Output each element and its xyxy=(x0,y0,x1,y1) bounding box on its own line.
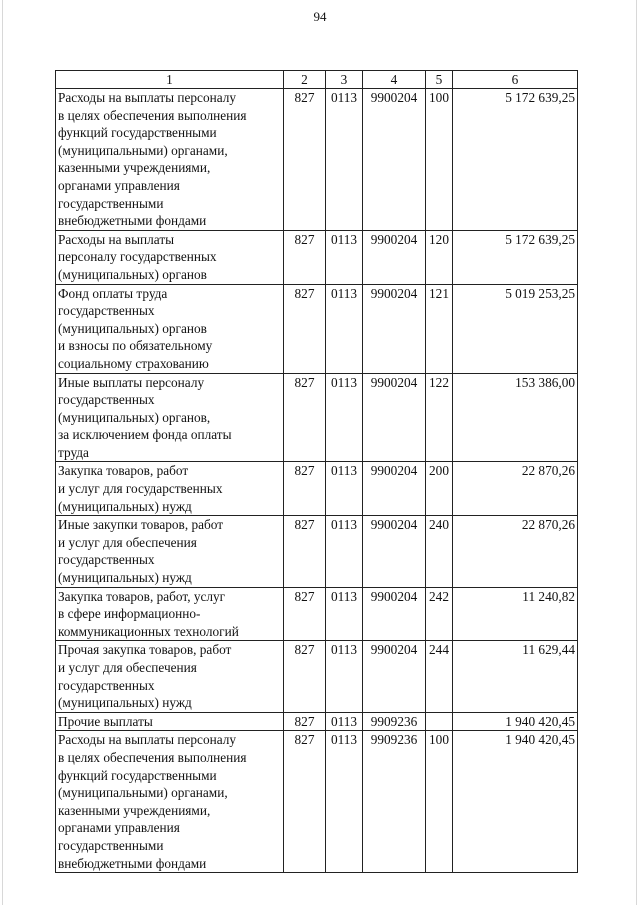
target-article-code: 9900204 xyxy=(363,641,426,712)
amount: 11 240,82 xyxy=(453,587,578,641)
column-header-2: 2 xyxy=(284,71,326,89)
target-article-code: 9900204 xyxy=(363,284,426,373)
expense-name: Прочие выплаты xyxy=(56,712,284,731)
department-code: 827 xyxy=(284,373,326,462)
table-row xyxy=(56,712,578,731)
column-header-6: 6 xyxy=(453,71,578,89)
department-code: 827 xyxy=(284,731,326,873)
section-code: 0113 xyxy=(326,373,363,462)
expense-name: Закупка товаров, работ и услуг для государственных (муниципальных) нужд xyxy=(56,462,284,516)
page-number: 94 xyxy=(313,9,327,24)
expense-type-code: 200 xyxy=(426,462,453,516)
expense-name: Расходы на выплаты персоналу в целях обеспечения выполнения функций государственными (муниципальными) органами, казенными учреждениями, органами управления государственными внебюджетными фондами xyxy=(56,89,284,231)
budget-table xyxy=(55,70,578,873)
expense-type-code: 122 xyxy=(426,373,453,462)
target-article-code: 9909236 xyxy=(363,712,426,731)
amount: 153 386,00 xyxy=(453,373,578,462)
amount: 22 870,26 xyxy=(453,462,578,516)
department-code: 827 xyxy=(284,587,326,641)
right-scan-edge xyxy=(636,0,637,905)
department-code: 827 xyxy=(284,284,326,373)
amount: 5 172 639,25 xyxy=(453,89,578,231)
table-row xyxy=(56,284,578,373)
table-row xyxy=(56,462,578,516)
expense-type-code: 100 xyxy=(426,731,453,873)
target-article-code: 9900204 xyxy=(363,89,426,231)
table-header-row xyxy=(56,71,578,89)
column-header-3: 3 xyxy=(326,71,363,89)
expense-type-code: 242 xyxy=(426,587,453,641)
expense-type-code: 120 xyxy=(426,230,453,284)
table-row xyxy=(56,230,578,284)
section-code: 0113 xyxy=(326,641,363,712)
table-row xyxy=(56,731,578,873)
amount: 22 870,26 xyxy=(453,516,578,587)
amount: 5 019 253,25 xyxy=(453,284,578,373)
section-code: 0113 xyxy=(326,230,363,284)
expense-type-code: 240 xyxy=(426,516,453,587)
column-header-5: 5 xyxy=(426,71,453,89)
left-scan-edge xyxy=(2,0,3,905)
expense-name: Закупка товаров, работ, услуг в сфере информационно- коммуникационных технологий xyxy=(56,587,284,641)
table-row xyxy=(56,373,578,462)
expense-name: Иные выплаты персоналу государственных (муниципальных) органов, за исключением фонда оплаты труда xyxy=(56,373,284,462)
section-code: 0113 xyxy=(326,89,363,231)
section-code: 0113 xyxy=(326,712,363,731)
section-code: 0113 xyxy=(326,731,363,873)
expense-name: Расходы на выплаты персоналу государственных (муниципальных) органов xyxy=(56,230,284,284)
department-code: 827 xyxy=(284,516,326,587)
expense-type-code: 100 xyxy=(426,89,453,231)
column-header-4: 4 xyxy=(363,71,426,89)
table-row xyxy=(56,587,578,641)
section-code: 0113 xyxy=(326,587,363,641)
table-row xyxy=(56,516,578,587)
expense-type-code xyxy=(426,712,453,731)
expense-name: Иные закупки товаров, работ и услуг для обеспечения государственных (муниципальных) нужд xyxy=(56,516,284,587)
target-article-code: 9900204 xyxy=(363,373,426,462)
table-row xyxy=(56,89,578,231)
target-article-code: 9909236 xyxy=(363,731,426,873)
amount: 5 172 639,25 xyxy=(453,230,578,284)
department-code: 827 xyxy=(284,89,326,231)
target-article-code: 9900204 xyxy=(363,587,426,641)
expense-name: Расходы на выплаты персоналу в целях обеспечения выполнения функций государственными (муниципальными) органами, казенными учреждениями, органами управления государственными внебюджетными фондами xyxy=(56,731,284,873)
expense-name: Фонд оплаты труда государственных (муниципальных) органов и взносы по обязательному социальному страхованию xyxy=(56,284,284,373)
target-article-code: 9900204 xyxy=(363,230,426,284)
expense-type-code: 121 xyxy=(426,284,453,373)
section-code: 0113 xyxy=(326,516,363,587)
department-code: 827 xyxy=(284,712,326,731)
expense-name: Прочая закупка товаров, работ и услуг для обеспечения государственных (муниципальных) нужд xyxy=(56,641,284,712)
section-code: 0113 xyxy=(326,284,363,373)
target-article-code: 9900204 xyxy=(363,462,426,516)
department-code: 827 xyxy=(284,462,326,516)
amount: 11 629,44 xyxy=(453,641,578,712)
table-row xyxy=(56,641,578,712)
section-code: 0113 xyxy=(326,462,363,516)
column-header-1: 1 xyxy=(56,71,284,89)
amount: 1 940 420,45 xyxy=(453,731,578,873)
amount: 1 940 420,45 xyxy=(453,712,578,731)
department-code: 827 xyxy=(284,230,326,284)
target-article-code: 9900204 xyxy=(363,516,426,587)
expense-type-code: 244 xyxy=(426,641,453,712)
department-code: 827 xyxy=(284,641,326,712)
